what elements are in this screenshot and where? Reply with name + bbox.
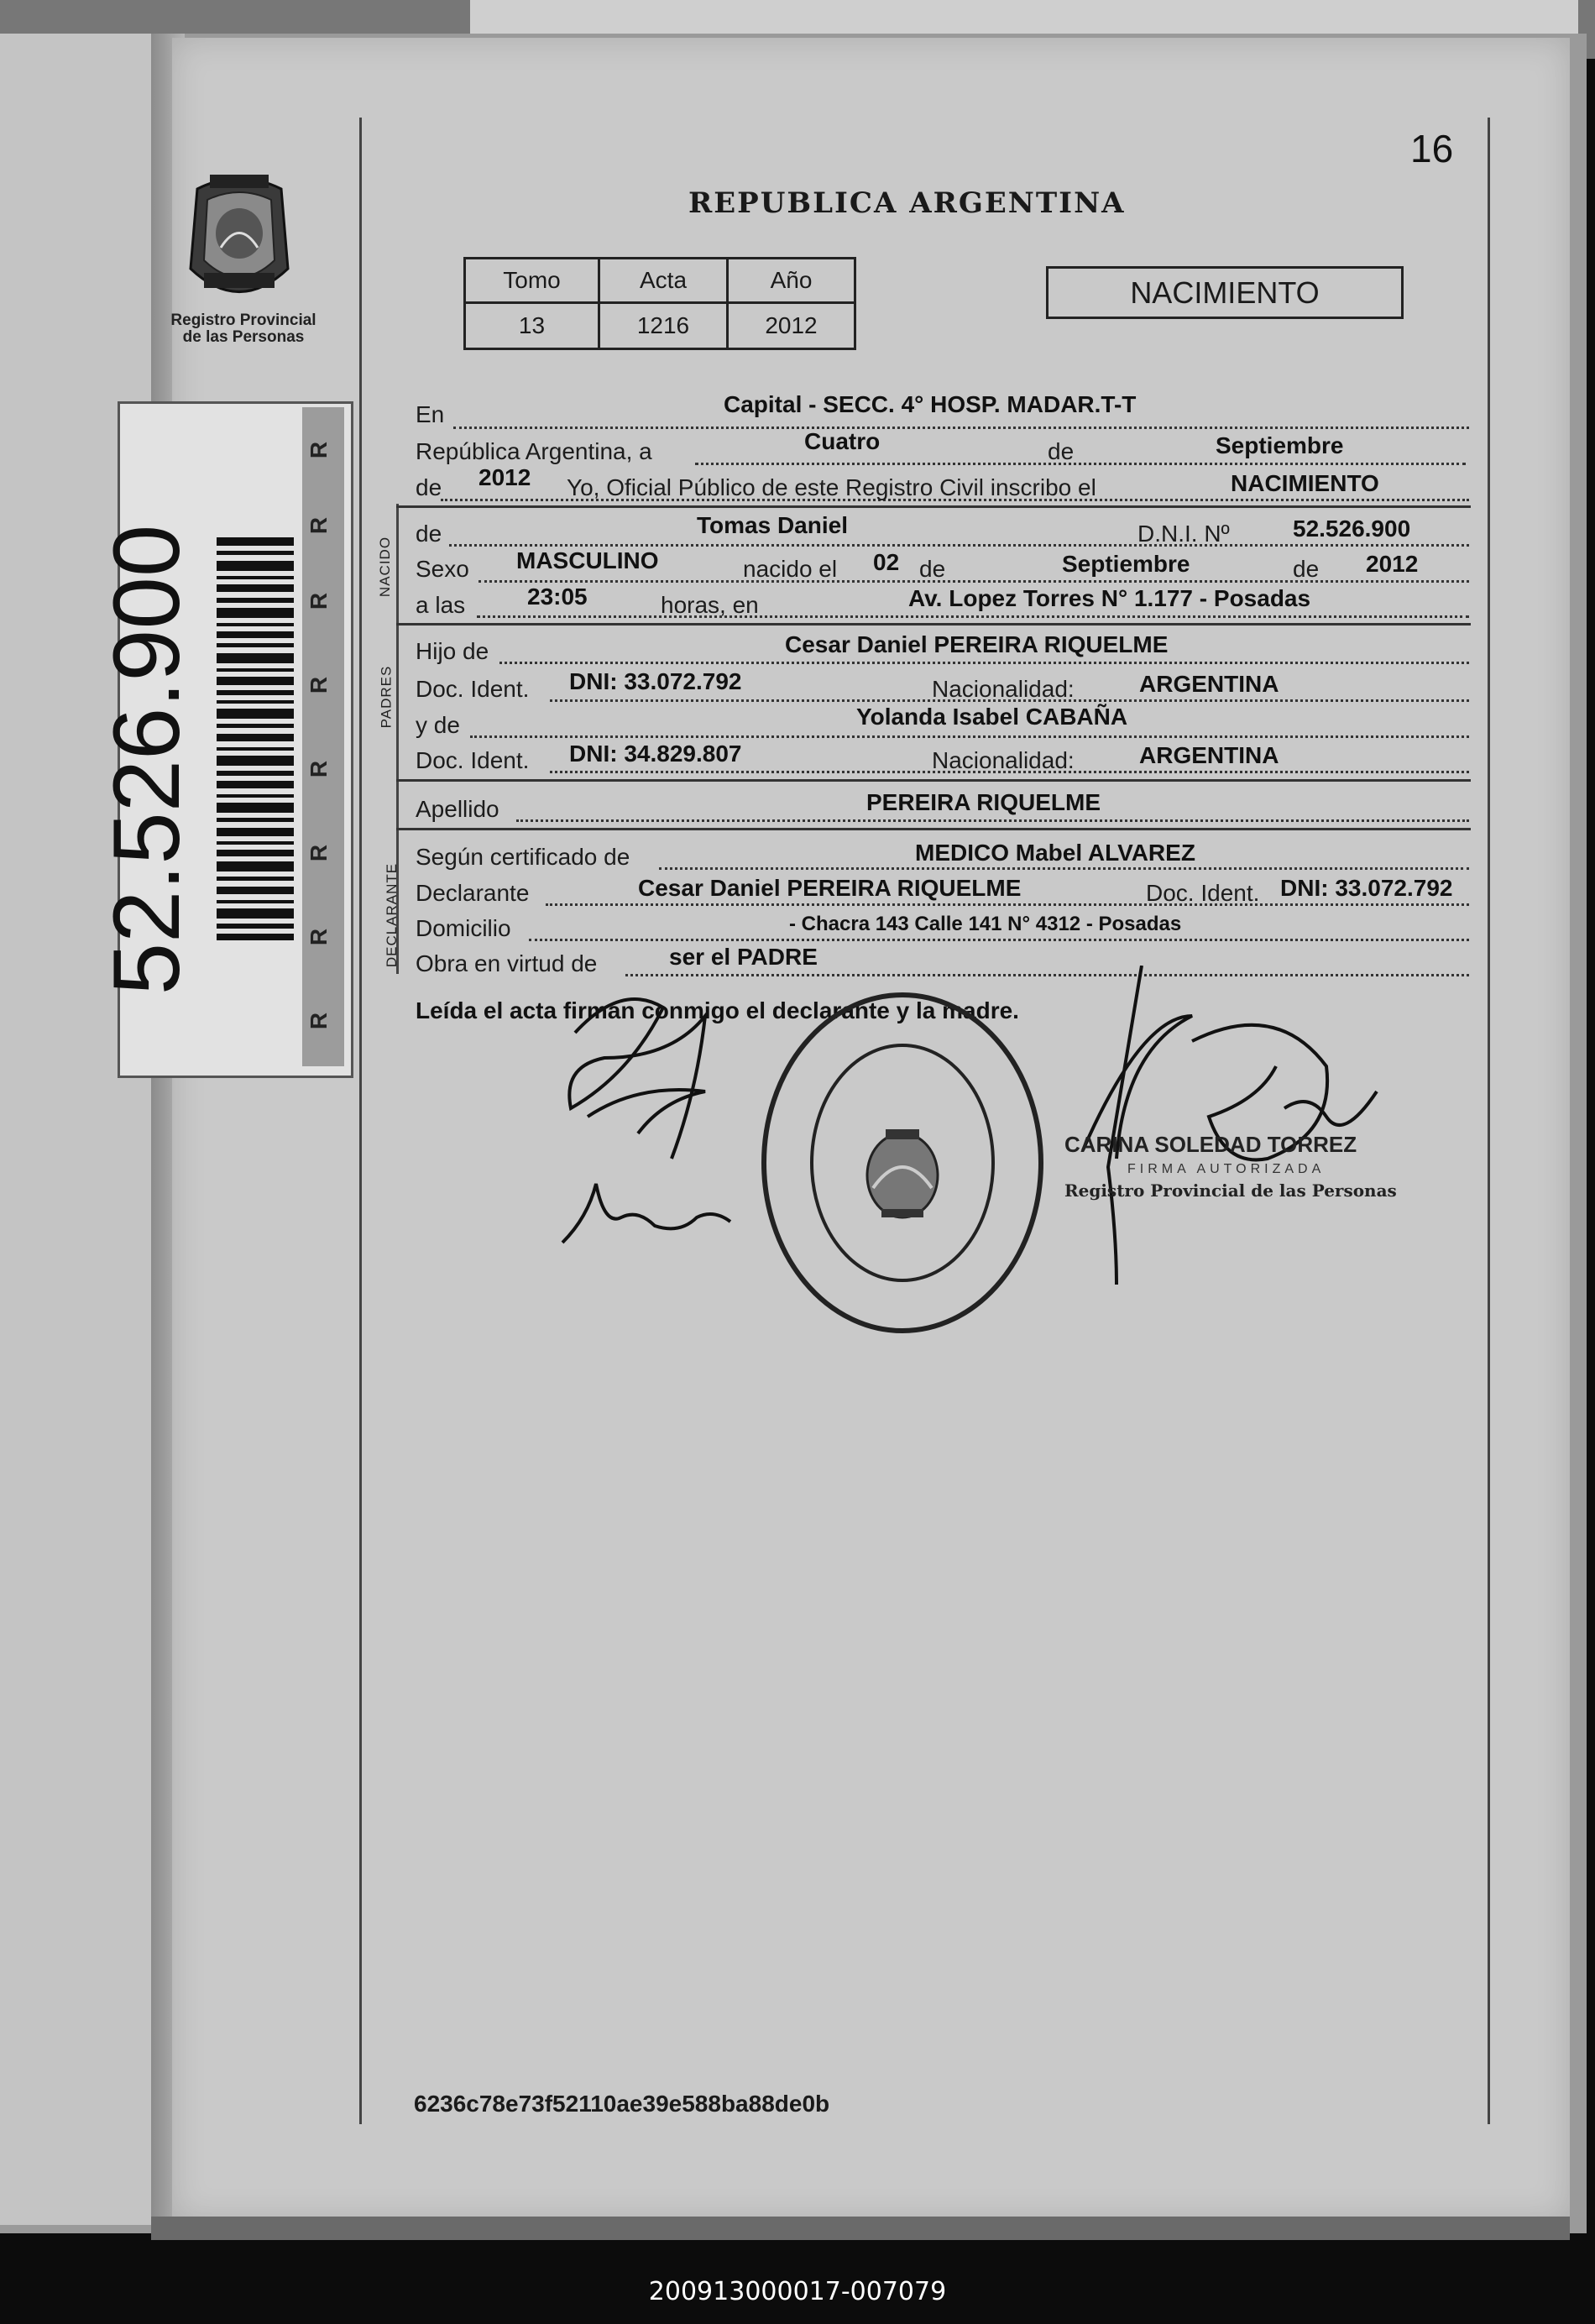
section-divider: [396, 623, 1471, 625]
dotted-line: [449, 544, 1469, 547]
label-letter: R: [306, 928, 332, 946]
page-bottom-edge: [151, 2217, 1570, 2240]
inscribo-label: Yo, Oficial Público de este Registro Civil inscribo el: [567, 474, 1096, 500]
dotted-line: [499, 662, 1469, 664]
document-hash: 6236c78e73f52110ae39e588ba88de0b: [414, 2091, 830, 2117]
dotted-line: [695, 463, 1466, 465]
de-label: de: [1048, 438, 1075, 464]
apellido-value: PEREIRA RIQUELME: [866, 789, 1101, 815]
anio-value: 2012: [728, 303, 855, 349]
label-letter: R: [306, 1012, 332, 1030]
obra-label: Obra en virtud de: [416, 950, 598, 976]
de3-label: de: [919, 556, 946, 582]
col-anio: Año: [728, 259, 855, 303]
cert-label: Según certificado de: [416, 844, 630, 870]
yde-label: y de: [416, 712, 460, 738]
right-margin-line: [1488, 118, 1490, 2124]
footer-id: 200913000017-007079: [648, 2277, 947, 2306]
side-label-nacido: NACIDO: [377, 536, 394, 598]
apellido-label: Apellido: [416, 796, 499, 822]
horas-label: horas, en: [661, 592, 759, 618]
padre-value: Cesar Daniel PEREIRA RIQUELME: [785, 631, 1169, 657]
side-label-padres: PADRES: [378, 665, 395, 729]
acta-value: 1216: [599, 303, 728, 349]
nombre-value: Tomas Daniel: [697, 512, 848, 538]
nacido-mes: Septiembre: [1062, 551, 1190, 577]
madre-value: Yolanda Isabel CABAÑA: [856, 704, 1128, 730]
signer-organization: Registro Provincial de las Personas: [1064, 1180, 1397, 1201]
section-divider: [396, 779, 1471, 782]
document-title: REPUBLICA ARGENTINA: [688, 186, 1126, 220]
declarante-value: Cesar Daniel PEREIRA RIQUELME: [638, 875, 1022, 901]
page-number: 16: [1410, 127, 1454, 170]
registry-table: [463, 257, 856, 350]
nacido-el-label: nacido el: [743, 556, 838, 582]
logo-caption: [160, 312, 327, 346]
label-letter: R: [306, 844, 332, 862]
section-divider: [396, 505, 1471, 508]
de2-label: de: [416, 474, 442, 500]
label-letter: R: [306, 516, 332, 535]
dotted-line: [516, 819, 1469, 822]
label-letter: R: [306, 441, 332, 459]
footer-bar: [0, 2267, 1595, 2324]
label-letter: R: [306, 676, 332, 694]
dni-label: D.N.I. Nº: [1137, 521, 1230, 547]
lugar-nacimiento: Av. Lopez Torres N° 1.177 - Posadas: [908, 585, 1311, 611]
nac2-value: ARGENTINA: [1139, 742, 1279, 768]
sexo-value: MASCULINO: [516, 547, 659, 573]
sexo-label: Sexo: [416, 556, 469, 582]
tomo-value: 13: [465, 303, 599, 349]
logo-caption-line2: de las Personas: [182, 328, 305, 346]
signer-role: FIRMA AUTORIZADA: [1127, 1162, 1326, 1176]
nac1-label: Nacionalidad:: [932, 676, 1075, 702]
dni-value: 52.526.900: [1293, 516, 1411, 542]
barcode-number: 52.526.900: [94, 524, 199, 996]
nacido-dia: 02: [873, 549, 900, 575]
anio-inscripcion: 2012: [478, 464, 531, 490]
dotted-line: [659, 867, 1469, 870]
docdecl-value: DNI: 33.072.792: [1280, 875, 1453, 901]
dotted-line: [453, 427, 1469, 429]
col-acta: Acta: [599, 259, 728, 303]
dotted-line: [546, 903, 1469, 906]
nac1-value: ARGENTINA: [1139, 671, 1279, 697]
doc1-label: Doc. Ident.: [416, 676, 530, 702]
dotted-line: [470, 735, 1469, 738]
tipo-inscripcion: NACIMIENTO: [1231, 470, 1379, 496]
logo-caption-line1: Registro Provincial: [170, 311, 316, 329]
lugar-inscripcion: Capital - SECC. 4° HOSP. MADAR.T-T: [724, 391, 1137, 417]
section-divider: [396, 828, 1471, 830]
dotted-line: [478, 580, 1469, 583]
barcode-icon: [217, 537, 294, 940]
alas-label: a las: [416, 592, 466, 618]
dotted-line: [529, 939, 1469, 941]
domicilio-label: Domicilio: [416, 915, 511, 941]
nac2-label: Nacionalidad:: [932, 747, 1075, 773]
barcode-label-strip: [302, 407, 344, 1066]
republica-label: República Argentina, a: [416, 438, 652, 464]
en-label: En: [416, 401, 445, 427]
provincial-emblem-icon: [180, 168, 298, 311]
signer-name: CARINA SOLEDAD TORREZ: [1064, 1132, 1357, 1157]
docdecl-label: Doc. Ident.: [1146, 880, 1260, 906]
hijo-label: Hijo de: [416, 638, 489, 664]
registry-table-row: [465, 303, 855, 349]
hora-value: 23:05: [527, 584, 588, 610]
nacido-anio: 2012: [1366, 551, 1419, 577]
registry-table-header: [465, 259, 855, 303]
mes-inscripcion: Septiembre: [1216, 432, 1344, 458]
side-label-declarante: DECLARANTE: [384, 862, 400, 968]
col-tomo: Tomo: [465, 259, 599, 303]
record-type-box: NACIMIENTO: [1046, 266, 1404, 319]
dia-inscripcion: Cuatro: [804, 428, 881, 454]
declarante-label: Declarante: [416, 880, 530, 906]
label-letter: R: [306, 760, 332, 778]
domicilio-value: - Chacra 143 Calle 141 N° 4312 - Posadas: [789, 913, 1182, 935]
obra-value: ser el PADRE: [669, 944, 818, 970]
left-page-edge: [0, 34, 160, 2225]
de4-label: de: [1293, 556, 1320, 582]
nombre-label: de: [416, 521, 442, 547]
left-margin-line: [359, 118, 362, 2124]
label-letter: R: [306, 592, 332, 610]
dotted-line: [477, 615, 1469, 618]
doc2-label: Doc. Ident.: [416, 747, 530, 773]
doc2-value: DNI: 34.829.807: [569, 741, 742, 767]
cert-value: MEDICO Mabel ALVAREZ: [915, 840, 1195, 866]
doc1-value: DNI: 33.072.792: [569, 668, 742, 694]
leida-statement: Leída el acta firman conmigo el declarante y la madre.: [416, 997, 1019, 1023]
